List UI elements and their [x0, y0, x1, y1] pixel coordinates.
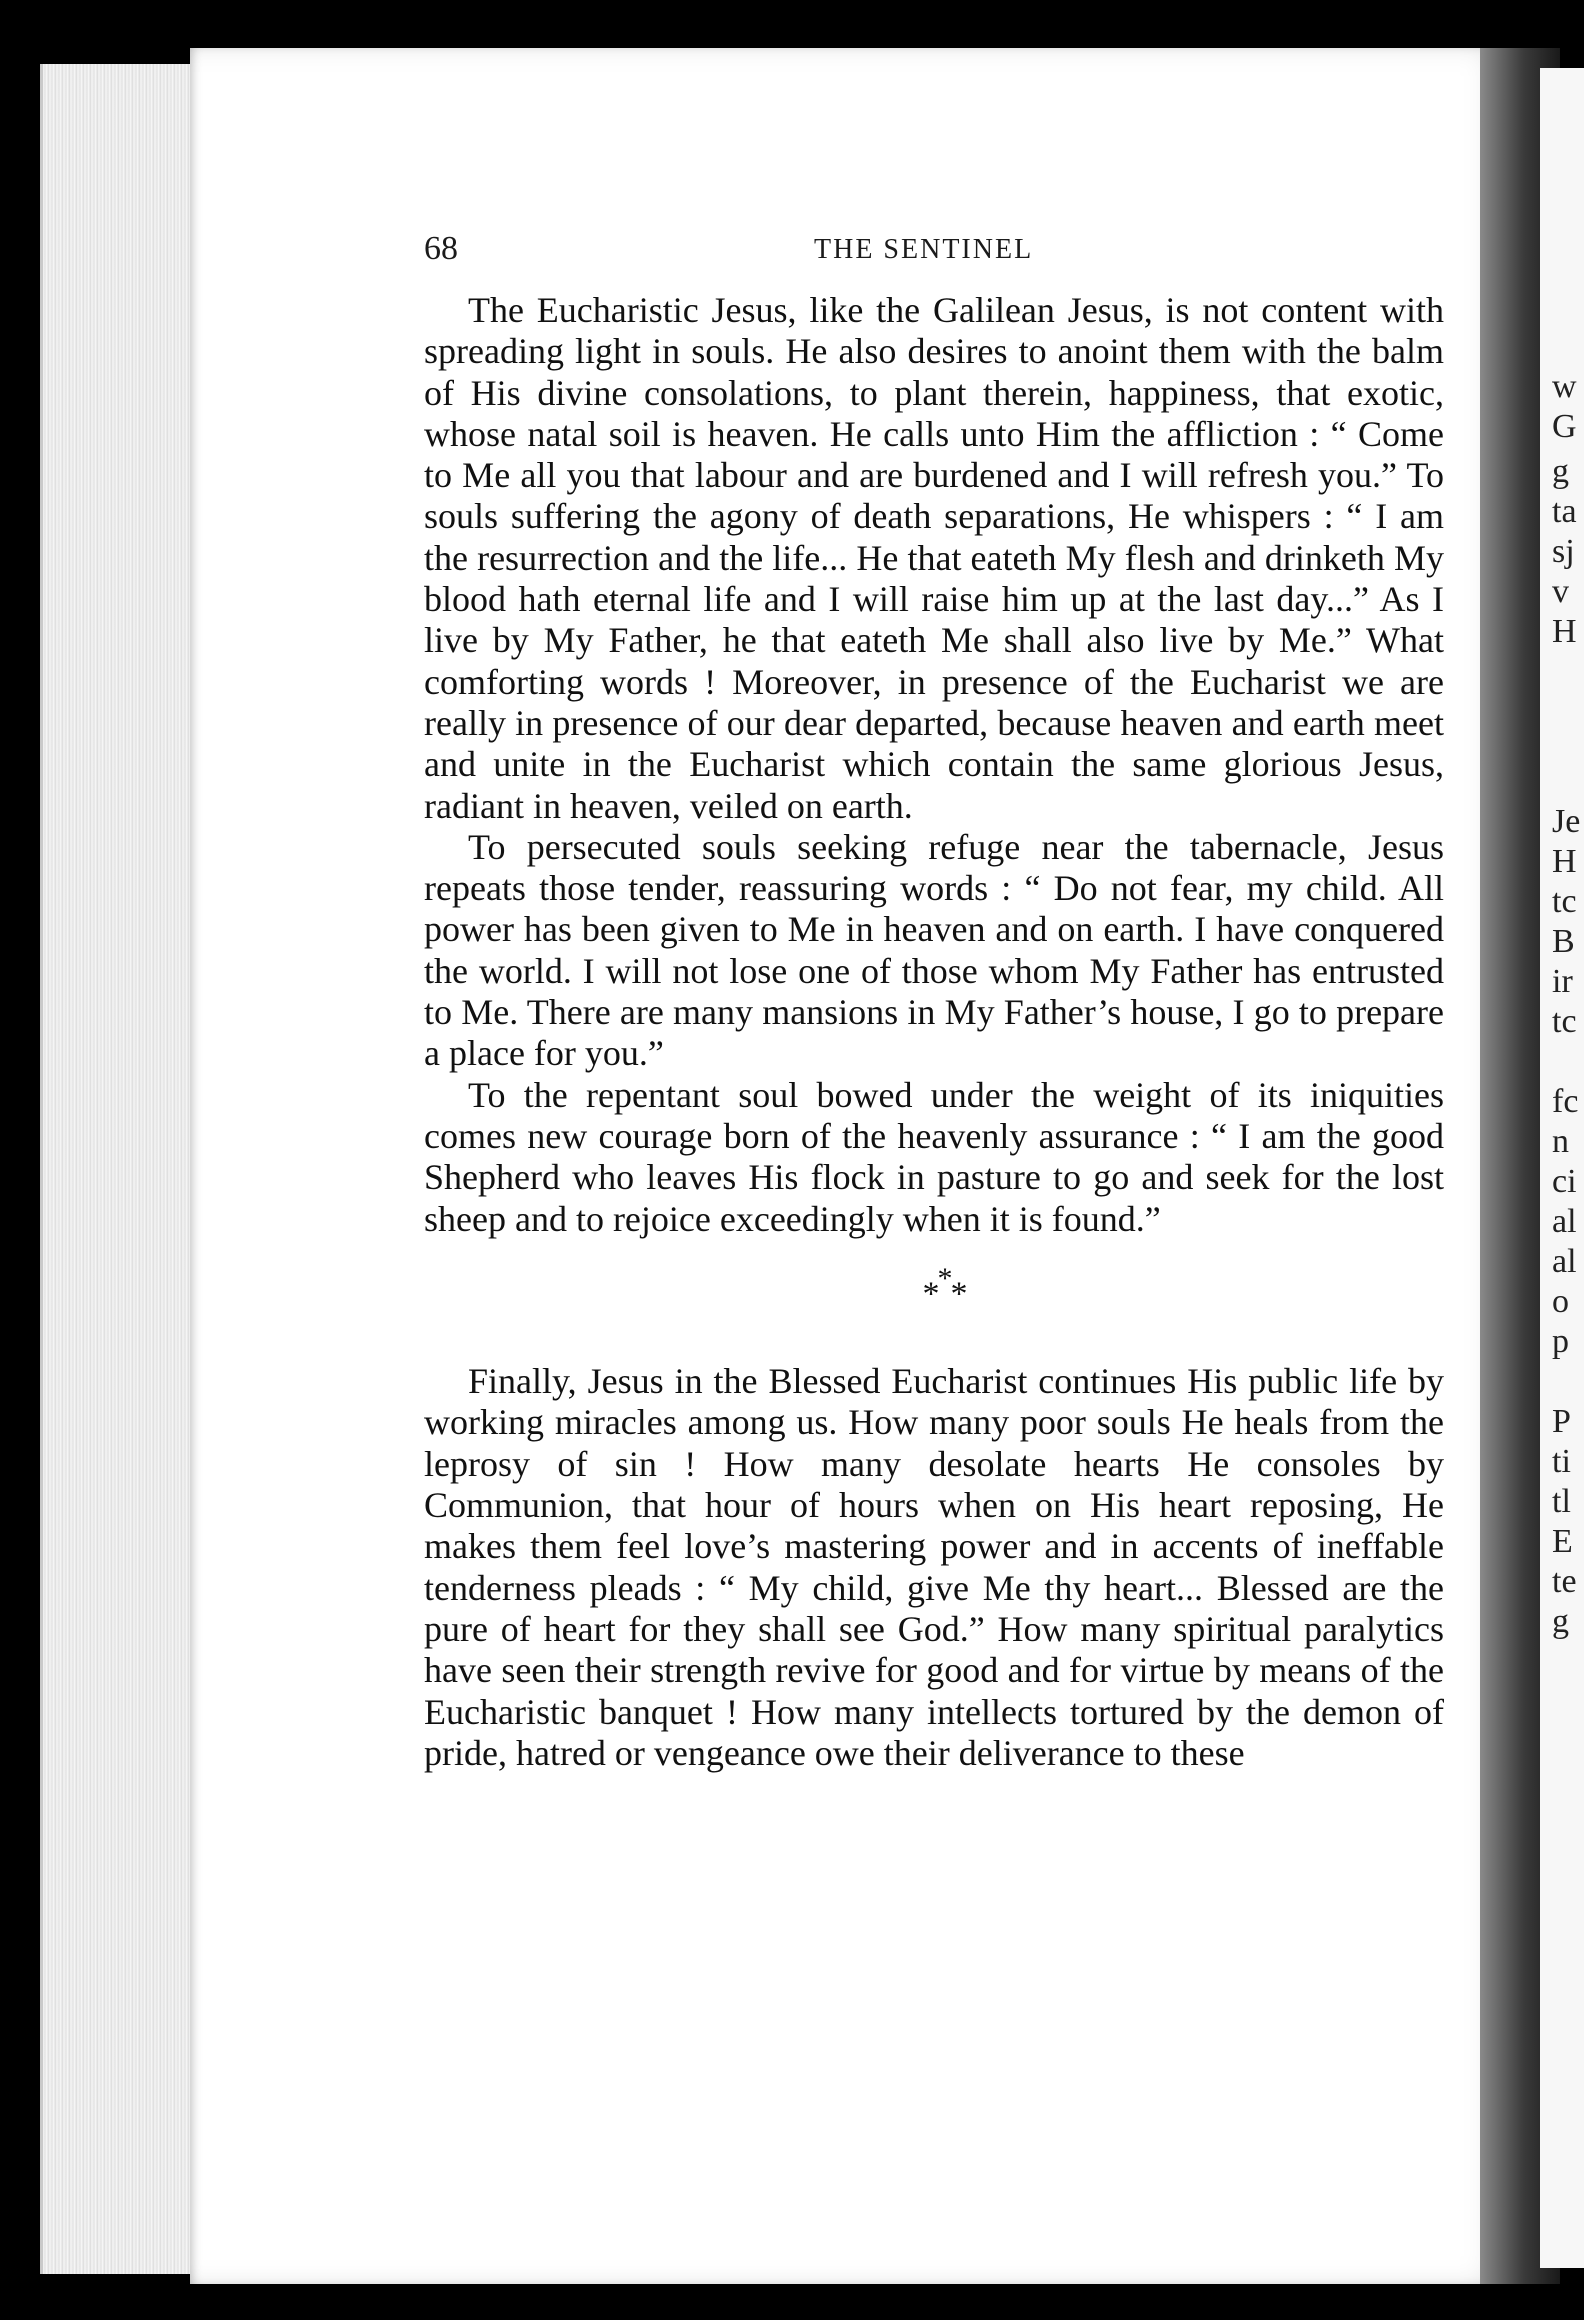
- facing-page-fragment: tc: [1552, 1003, 1577, 1040]
- paragraph: The Eucharistic Jesus, like the Galilean Jesus, is not content with spreading light in souls. He also desires to anoint them with the balm of His divine consolations, to plant therein, happiness, that exotic, whose natal soil is heaven. He calls unto Him the affliction : “ Come to Me all you that labour and are burdened and I will refresh you.” To souls suffering the agony of death separations, He whispers : “ I am the resurrection and the life... He that eateth My flesh and drinketh My blood hath eternal life and I will raise him up at the last day...” As I live by My Father, he that eateth Me shall also live by Me.” What comforting words ! Moreover, in presence of the Eucharist we are really in presence of our dear departed, because heaven and earth meet and unite in the Eucharist which contain the same glorious Jesus, radiant in heaven, veiled on earth.: [424, 290, 1444, 826]
- facing-page-fragment: o: [1552, 1283, 1569, 1320]
- body-text: [424, 290, 1444, 1774]
- asterism-star: *: [950, 1275, 966, 1313]
- facing-page-fragment: g: [1552, 453, 1569, 490]
- facing-page-fragment: w: [1552, 368, 1577, 405]
- facing-page-fragment: te: [1552, 1563, 1577, 1600]
- paragraph: Finally, Jesus in the Blessed Eucharist continues His public life by working miracles among us. How many poor souls He heals from the leprosy of sin ! How many desolate hearts He consoles by Communion, that hour of hours when on His heart reposing, He makes them feel love’s mastering power and in accents of ineffable tenderness pleads : “ My child, give Me thy heart... Blessed are the pure of heart for they shall see God.” How many spiritual paralytics have seen their strength revive for good and for virtue by means of the Eucharistic banquet ! How many intellects tortured by the demon of pride, hatred or vengeance owe their deliverance to these: [424, 1361, 1444, 1773]
- facing-page-fragment: B: [1552, 923, 1575, 960]
- running-head: THE SENTINEL: [814, 234, 1034, 265]
- facing-page-fragment: P: [1552, 1403, 1571, 1440]
- asterism-star: *: [937, 1261, 951, 1295]
- facing-page-fragment: sj: [1552, 533, 1575, 570]
- asterism-star: *: [922, 1275, 938, 1313]
- facing-page-fragment: g: [1552, 1603, 1569, 1640]
- facing-page-fragment: ta: [1552, 493, 1577, 530]
- page-number: 68: [424, 230, 458, 267]
- facing-page-fragment: G: [1552, 408, 1577, 445]
- facing-page-fragment: ti: [1552, 1443, 1571, 1480]
- paragraph: To the repentant soul bowed under the weight of its iniquities comes new courage born of the heavenly assurance : “ I am the good Shepherd who leaves His flock in pasture to go and seek for the lost sheep and to rejoice exceedingly when it is found.”: [424, 1074, 1444, 1239]
- facing-page-fragment: tl: [1552, 1483, 1571, 1520]
- facing-page-fragment: n: [1552, 1123, 1569, 1160]
- facing-page-fragment: H: [1552, 613, 1577, 650]
- facing-page-fragment: H: [1552, 843, 1577, 880]
- page-edges: [40, 64, 203, 2274]
- facing-page-fragment: al: [1552, 1243, 1577, 1280]
- facing-page-fragment: v: [1552, 573, 1569, 610]
- facing-page-edge: [1540, 68, 1584, 2268]
- section-break-asterism: [444, 1261, 1444, 1313]
- facing-page-fragment: fc: [1552, 1083, 1579, 1120]
- facing-page-fragment: tc: [1552, 883, 1577, 920]
- facing-page-fragment: ir: [1552, 963, 1573, 1000]
- facing-page-fragment: al: [1552, 1203, 1577, 1240]
- facing-page-fragment: ci: [1552, 1163, 1577, 1200]
- facing-page-fragment: Je: [1552, 803, 1581, 840]
- facing-page-fragment: p: [1552, 1323, 1569, 1360]
- facing-page-fragment: E: [1552, 1523, 1573, 1560]
- page-header: [424, 230, 1444, 278]
- paragraph: To persecuted souls seeking refuge near the tabernacle, Jesus repeats those tender, reassuring words : “ Do not fear, my child. All power has been given to Me in heaven and on earth. I have conquered the world. I will not lose one of those whom My Father has entrusted to Me. There are many mansions in My Father’s house, I go to prepare a place for you.”: [424, 826, 1444, 1074]
